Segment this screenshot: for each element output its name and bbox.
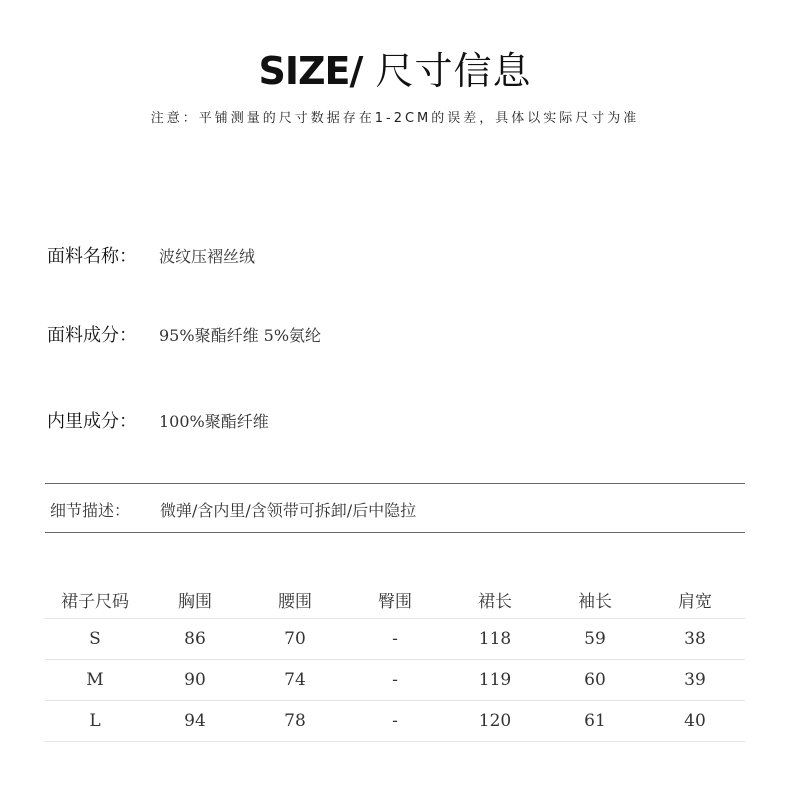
- table-cell: -: [392, 629, 398, 649]
- header-size: 裙子尺码: [61, 591, 129, 612]
- table-row: [45, 660, 745, 701]
- title-chinese: 尺寸信息: [375, 49, 532, 93]
- table-cell: -: [392, 711, 398, 731]
- header-shoulder: 肩宽: [678, 591, 712, 612]
- detail-row: [50, 498, 416, 521]
- header-bust: 胸围: [178, 591, 212, 612]
- table-cell: 90: [184, 670, 206, 690]
- fabric-composition-value: 95%聚酯纤维 5%氨纶: [159, 326, 322, 345]
- table-cell: -: [392, 670, 398, 690]
- table-cell: 118: [478, 629, 512, 649]
- lining-value: 100%聚酯纤维: [159, 412, 269, 431]
- table-cell: 61: [584, 711, 606, 731]
- page-title: [0, 40, 790, 95]
- header-waist: 腰围: [278, 591, 312, 612]
- fabric-composition-row: [47, 321, 321, 347]
- table-row: [45, 619, 745, 660]
- measurement-note: 注意：平铺测量的尺寸数据存在1-2CM的误差，具体以实际尺寸为准: [150, 111, 640, 126]
- detail-value: 微弹/含内里/含领带可拆卸/后中隐拉: [160, 501, 417, 520]
- table-cell: M: [86, 670, 104, 690]
- table-cell: 38: [684, 629, 706, 649]
- table-cell: S: [89, 629, 101, 649]
- title-size: SIZE/: [258, 49, 363, 93]
- fabric-composition-label: 面料成分：: [47, 325, 137, 346]
- table-cell: 78: [284, 711, 306, 731]
- divider-bottom: [45, 532, 745, 533]
- table-cell: 40: [684, 711, 706, 731]
- table-cell: 60: [584, 670, 606, 690]
- divider-top: [45, 483, 745, 484]
- table-cell: 39: [684, 670, 706, 690]
- fabric-name-row: [47, 242, 255, 268]
- lining-row: [47, 407, 269, 433]
- size-table-header: [45, 580, 745, 619]
- table-cell: 86: [184, 629, 206, 649]
- table-cell: 74: [284, 670, 306, 690]
- table-cell: 59: [584, 629, 606, 649]
- lining-label: 内里成分：: [47, 411, 137, 432]
- fabric-name-value: 波纹压褶丝绒: [159, 247, 256, 266]
- table-cell: 94: [184, 711, 206, 731]
- size-table: [45, 580, 745, 742]
- header-length: 裙长: [478, 591, 512, 612]
- header-sleeve: 袖长: [578, 591, 612, 612]
- table-cell: 120: [478, 711, 512, 731]
- fabric-name-label: 面料名称：: [47, 246, 137, 267]
- table-cell: L: [89, 711, 101, 731]
- detail-label: 细节描述：: [50, 501, 131, 520]
- table-cell: 70: [284, 629, 306, 649]
- table-row: [45, 701, 745, 742]
- table-cell: 119: [478, 670, 512, 690]
- header-hip: 臀围: [378, 591, 412, 612]
